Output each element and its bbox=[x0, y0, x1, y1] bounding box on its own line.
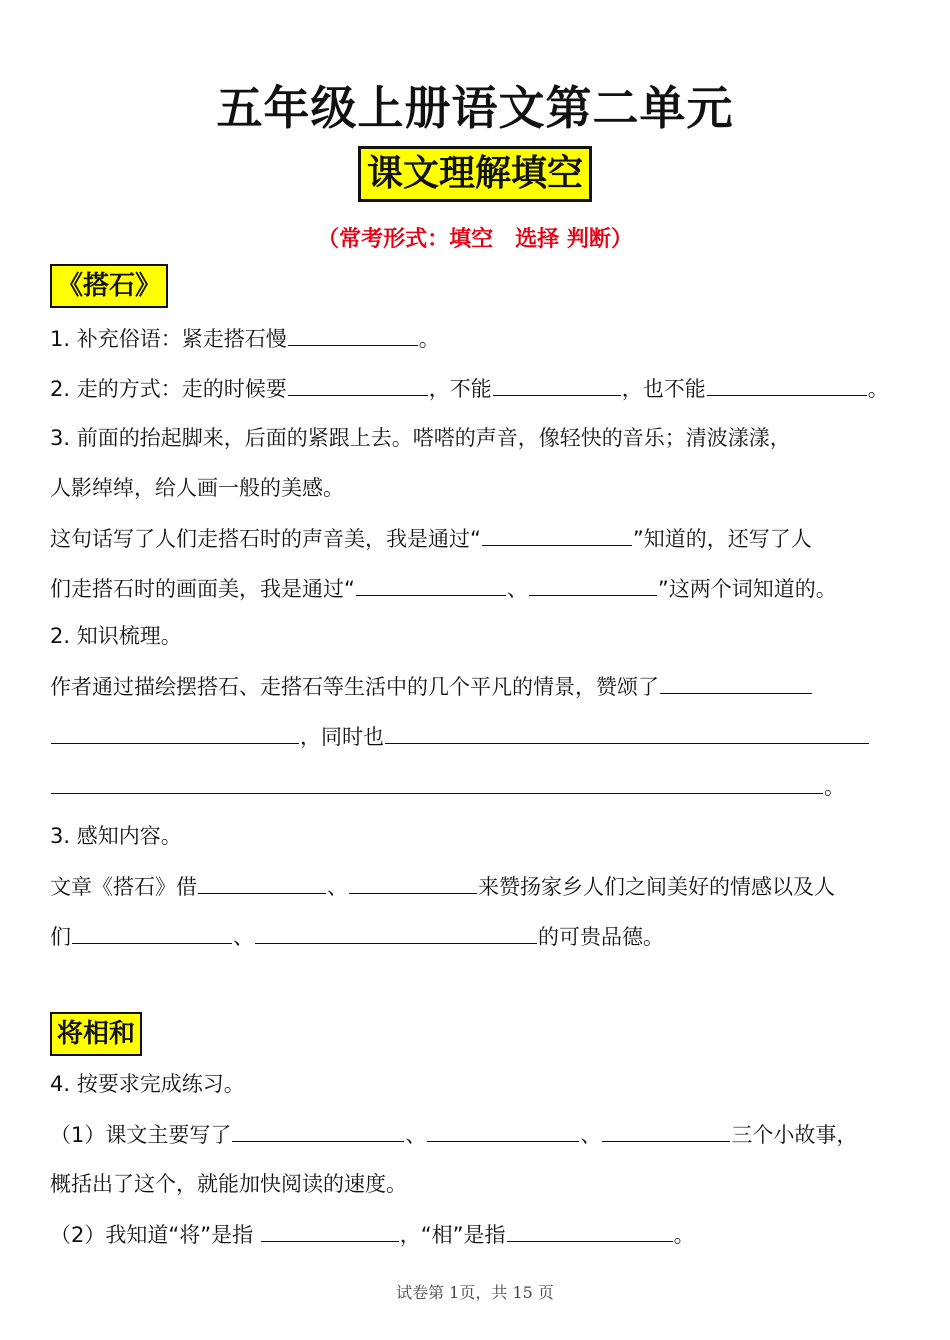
answer-blank[interactable] bbox=[507, 1219, 673, 1242]
page-title: 五年级上册语文第二单元 bbox=[216, 81, 734, 135]
answer-blank[interactable] bbox=[51, 721, 299, 744]
question-3-text-cont: 人影绰绰，给人画一般的美感。 bbox=[50, 476, 344, 500]
question-3-prompt: 这句话写了人们走搭石时的声音美，我是通过“ ”知道的，还写了人 bbox=[50, 523, 902, 554]
answer-blank[interactable] bbox=[198, 871, 326, 894]
knowledge-title: 2. 知识梳理。 bbox=[50, 624, 182, 648]
question-1: 1. 补充俗语：紧走搭石慢 。 bbox=[50, 323, 902, 354]
answer-blank[interactable] bbox=[255, 921, 537, 944]
answer-blank[interactable] bbox=[707, 373, 867, 396]
answer-blank[interactable] bbox=[349, 871, 477, 894]
answer-blank[interactable] bbox=[261, 1219, 399, 1242]
answer-blank[interactable] bbox=[660, 671, 812, 694]
answer-blank[interactable] bbox=[232, 1119, 404, 1142]
question-3-text: 3. 前面的抬起脚来，后面的紧跟上去。嗒嗒的声音，像轻快的音乐；清波漾漾， bbox=[50, 426, 791, 450]
question-4-1-cont: 概括出了这个，就能加快阅读的速度。 bbox=[50, 1172, 407, 1196]
answer-blank[interactable] bbox=[51, 771, 823, 794]
answer-blank[interactable] bbox=[529, 573, 657, 596]
answer-blank[interactable] bbox=[72, 921, 232, 944]
section-heading-jiangxianghe: 将相和 bbox=[50, 1012, 142, 1056]
answer-blank[interactable] bbox=[602, 1119, 730, 1142]
exam-forms-note: （常考形式：填空 选择 判断） bbox=[317, 227, 633, 252]
answer-blank[interactable] bbox=[356, 573, 506, 596]
section-heading-dashi: 《搭石》 bbox=[50, 264, 168, 308]
question-4-2: （2）我知道“将”是指 ，“相”是指 。 bbox=[50, 1219, 902, 1250]
content-title: 3. 感知内容。 bbox=[50, 824, 182, 848]
answer-blank[interactable] bbox=[288, 373, 428, 396]
question-4-1: （1）课文主要写了 、 、 三个小故事， bbox=[50, 1119, 902, 1150]
question-3-prompt-cont: 们走搭石时的画面美，我是通过“ 、 ”这两个词知道的。 bbox=[50, 573, 902, 604]
answer-blank[interactable] bbox=[493, 373, 621, 396]
page-footer: 试卷第 1页，共 15 页 bbox=[396, 1283, 554, 1302]
subtitle-box bbox=[0, 146, 950, 202]
answer-blank[interactable] bbox=[385, 721, 869, 744]
answer-blank[interactable] bbox=[482, 523, 632, 546]
knowledge-line-1: 作者通过描绘摆搭石、走搭石等生活中的几个平凡的情景，赞颂了 bbox=[50, 671, 902, 702]
subtitle: 课文理解填空 bbox=[358, 146, 592, 202]
answer-blank[interactable] bbox=[427, 1119, 579, 1142]
knowledge-line-3: 。 bbox=[50, 771, 902, 802]
answer-blank[interactable] bbox=[288, 323, 418, 346]
content-line-2: 们 、 的可贵品德。 bbox=[50, 921, 902, 952]
content-line-1: 文章《搭石》借 、 来赞扬家乡人们之间美好的情感以及人 bbox=[50, 871, 902, 902]
question-4-title: 4. 按要求完成练习。 bbox=[50, 1072, 245, 1096]
knowledge-line-2: ，同时也 bbox=[50, 721, 902, 752]
question-2: 2. 走的方式：走的时候要 ，不能 ，也不能 。 bbox=[50, 373, 902, 404]
